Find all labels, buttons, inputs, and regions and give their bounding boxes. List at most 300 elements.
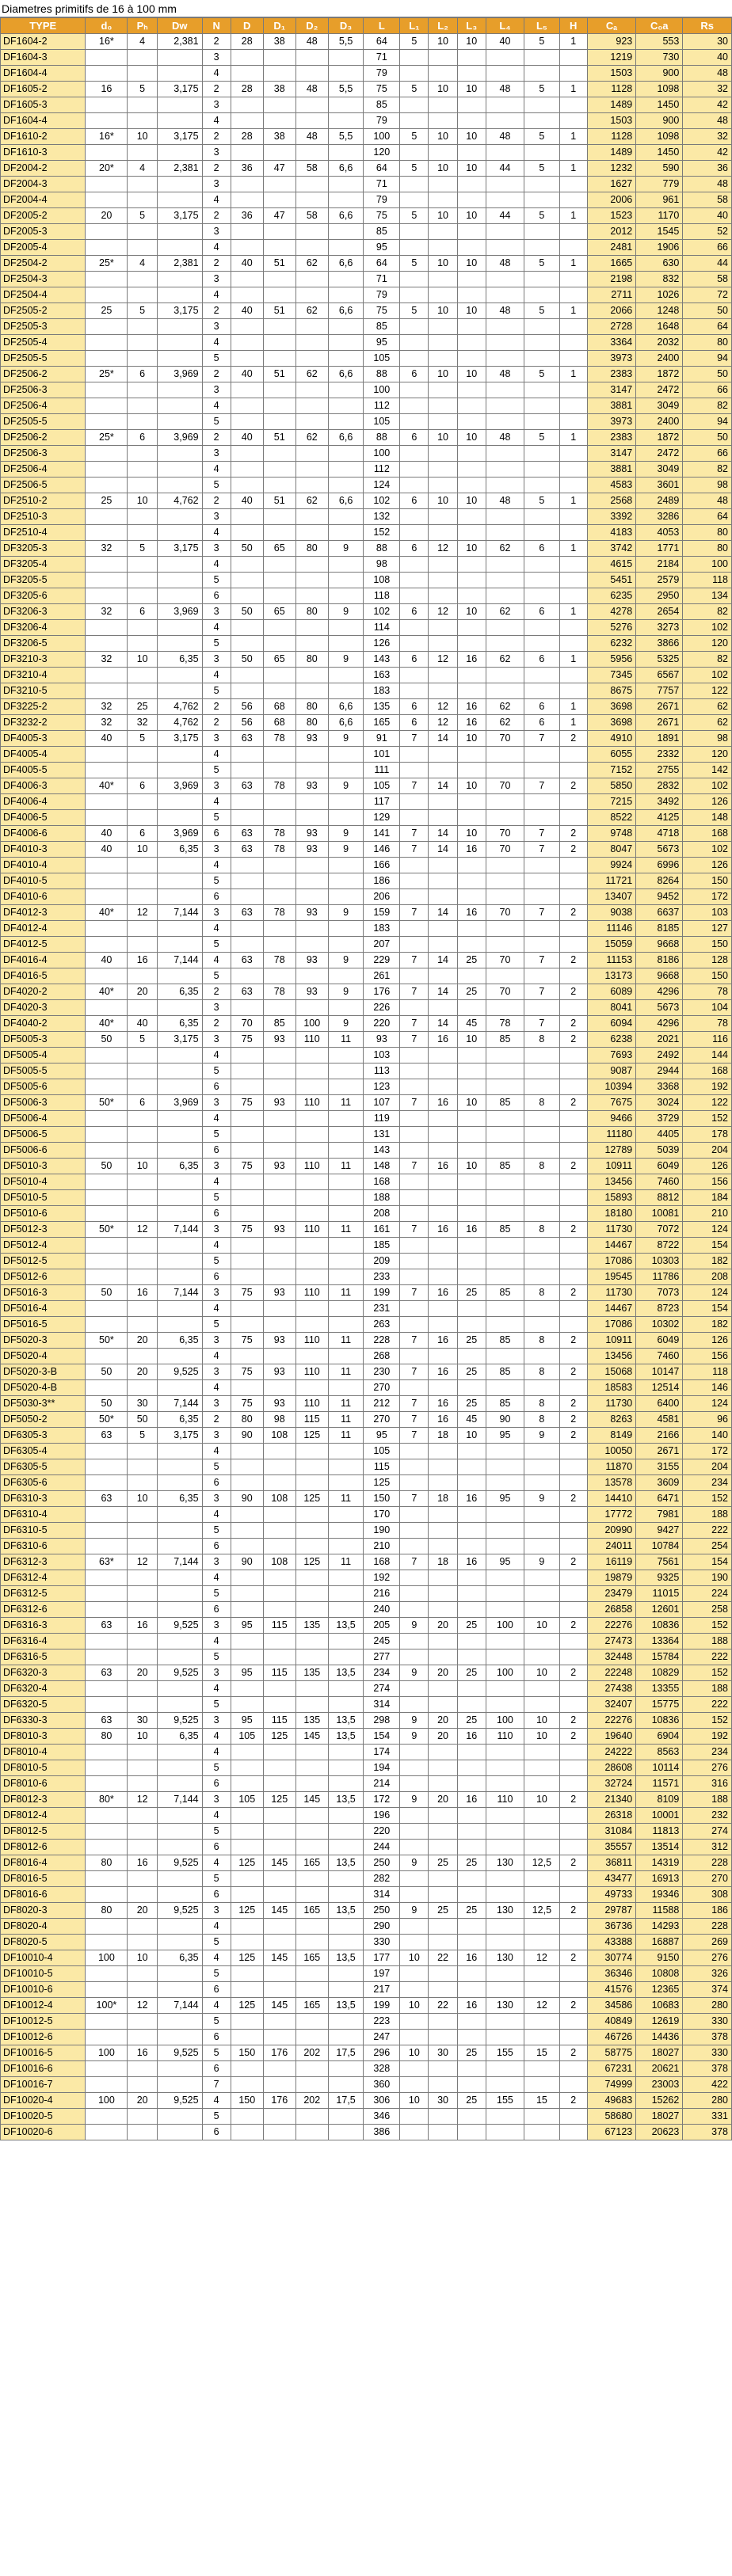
table-row xyxy=(1,129,732,145)
cell-c0a: 16913 xyxy=(636,1871,683,1887)
cell-dw: 9,525 xyxy=(157,1364,202,1380)
table-row xyxy=(1,224,732,240)
cell-ca: 32407 xyxy=(587,1697,636,1713)
cell-rs: 254 xyxy=(683,1539,732,1554)
cell-c0a: 1450 xyxy=(636,97,683,113)
cell-l4: 62 xyxy=(486,715,524,731)
cell-l4 xyxy=(486,1143,524,1159)
cell-l: 306 xyxy=(364,2093,400,2109)
cell-l2 xyxy=(429,1776,457,1792)
cell-d3 xyxy=(328,382,364,398)
cell-dw: 3,175 xyxy=(157,541,202,557)
cell-ca: 4910 xyxy=(587,731,636,747)
cell-dw: 6,35 xyxy=(157,1950,202,1966)
cell-d1 xyxy=(263,1238,295,1254)
cell-l4 xyxy=(486,1079,524,1095)
cell-n: 4 xyxy=(202,557,231,573)
cell-l2: 14 xyxy=(429,984,457,1000)
cell-d2 xyxy=(295,921,328,937)
cell-l2 xyxy=(429,2061,457,2077)
table-row xyxy=(1,493,732,509)
cell-l3: 10 xyxy=(457,1095,486,1111)
cell-h xyxy=(559,810,587,826)
cell-l4: 48 xyxy=(486,256,524,272)
cell-d0: 50 xyxy=(86,1364,128,1380)
table-row xyxy=(1,1824,732,1840)
cell-l3: 16 xyxy=(457,699,486,715)
cell-c0a: 7981 xyxy=(636,1507,683,1523)
cell-d xyxy=(231,573,263,588)
cell-d0: 16* xyxy=(86,129,128,145)
cell-l5 xyxy=(524,1760,560,1776)
cell-d: 56 xyxy=(231,699,263,715)
cell-l4 xyxy=(486,1174,524,1190)
cell-c0a: 10147 xyxy=(636,1364,683,1380)
cell-d1 xyxy=(263,335,295,351)
cell-dw: 6,35 xyxy=(157,1729,202,1745)
cell-l2: 22 xyxy=(429,1950,457,1966)
cell-l4 xyxy=(486,620,524,636)
cell-n: 6 xyxy=(202,1982,231,1998)
cell-d2 xyxy=(295,398,328,414)
cell-l2 xyxy=(429,287,457,303)
cell-l4 xyxy=(486,1966,524,1982)
cell-ca: 18180 xyxy=(587,1206,636,1222)
cell-rs: 154 xyxy=(683,1554,732,1570)
cell-l5 xyxy=(524,1459,560,1475)
cell-d xyxy=(231,1475,263,1491)
cell-l4 xyxy=(486,1254,524,1269)
cell-d3: 11 xyxy=(328,1412,364,1428)
cell-d3 xyxy=(328,1808,364,1824)
cell-l4 xyxy=(486,319,524,335)
cell-d0 xyxy=(86,1317,128,1333)
cell-n: 2 xyxy=(202,161,231,177)
cell-d3 xyxy=(328,1317,364,1333)
cell-l4: 48 xyxy=(486,303,524,319)
cell-type: DF5012-3 xyxy=(1,1222,86,1238)
cell-l2 xyxy=(429,1064,457,1079)
cell-d3: 6,6 xyxy=(328,303,364,319)
cell-dw: 3,969 xyxy=(157,430,202,446)
cell-dw xyxy=(157,1745,202,1760)
cell-type: DF4005-4 xyxy=(1,747,86,763)
cell-type: DF4006-6 xyxy=(1,826,86,842)
cell-ph xyxy=(128,683,157,699)
cell-d3 xyxy=(328,858,364,873)
cell-d2: 48 xyxy=(295,82,328,97)
cell-type: DF2506-4 xyxy=(1,462,86,478)
cell-d2: 165 xyxy=(295,1903,328,1919)
cell-l5 xyxy=(524,1317,560,1333)
cell-l1 xyxy=(400,1887,429,1903)
cell-n: 4 xyxy=(202,66,231,82)
cell-rs: 82 xyxy=(683,604,732,620)
cell-l3 xyxy=(457,1111,486,1127)
cell-ph xyxy=(128,2061,157,2077)
cell-d2 xyxy=(295,620,328,636)
cell-d3: 11 xyxy=(328,1333,364,1349)
cell-d1 xyxy=(263,1064,295,1079)
cell-n: 5 xyxy=(202,763,231,778)
cell-l: 196 xyxy=(364,1808,400,1824)
cell-d0: 80* xyxy=(86,1792,128,1808)
cell-type: DF4006-3 xyxy=(1,778,86,794)
cell-ca: 2066 xyxy=(587,303,636,319)
cell-d1: 115 xyxy=(263,1665,295,1681)
cell-l4 xyxy=(486,2030,524,2045)
cell-d xyxy=(231,794,263,810)
cell-l5: 6 xyxy=(524,715,560,731)
cell-l1 xyxy=(400,240,429,256)
cell-type: DF2510-4 xyxy=(1,525,86,541)
cell-d2 xyxy=(295,810,328,826)
cell-l5 xyxy=(524,2061,560,2077)
cell-d1 xyxy=(263,50,295,66)
cell-ca: 32724 xyxy=(587,1776,636,1792)
cell-type: DF6312-5 xyxy=(1,1586,86,1602)
cell-c0a: 2671 xyxy=(636,699,683,715)
cell-rs: 48 xyxy=(683,177,732,192)
header-row xyxy=(1,18,732,34)
cell-d1 xyxy=(263,1079,295,1095)
cell-l: 247 xyxy=(364,2030,400,2045)
cell-l3 xyxy=(457,1824,486,1840)
cell-d1: 93 xyxy=(263,1364,295,1380)
cell-l: 105 xyxy=(364,414,400,430)
cell-d0 xyxy=(86,509,128,525)
cell-d: 63 xyxy=(231,826,263,842)
cell-d3: 9 xyxy=(328,905,364,921)
cell-d3: 9 xyxy=(328,541,364,557)
cell-type: DF4005-3 xyxy=(1,731,86,747)
cell-l: 98 xyxy=(364,557,400,573)
cell-l3 xyxy=(457,1238,486,1254)
table-row xyxy=(1,1095,732,1111)
cell-h: 2 xyxy=(559,1618,587,1634)
table-row xyxy=(1,1016,732,1032)
cell-n: 3 xyxy=(202,1364,231,1380)
cell-ca: 24222 xyxy=(587,1745,636,1760)
cell-c0a: 6049 xyxy=(636,1159,683,1174)
cell-type: DF10012-5 xyxy=(1,2014,86,2030)
cell-d1 xyxy=(263,573,295,588)
cell-n: 5 xyxy=(202,1649,231,1665)
cell-dw xyxy=(157,145,202,161)
cell-l1 xyxy=(400,272,429,287)
cell-l4 xyxy=(486,335,524,351)
cell-l4 xyxy=(486,462,524,478)
cell-d2 xyxy=(295,873,328,889)
cell-ph: 20 xyxy=(128,984,157,1000)
cell-ca: 3881 xyxy=(587,462,636,478)
cell-d1: 145 xyxy=(263,1903,295,1919)
cell-rs: 58 xyxy=(683,192,732,208)
cell-ph xyxy=(128,1111,157,1127)
cell-d3 xyxy=(328,1824,364,1840)
cell-c0a: 10836 xyxy=(636,1713,683,1729)
cell-d1 xyxy=(263,968,295,984)
cell-h xyxy=(559,1206,587,1222)
cell-c0a: 3155 xyxy=(636,1459,683,1475)
header-l3: L₃ xyxy=(457,18,486,34)
cell-l1 xyxy=(400,937,429,953)
cell-ph: 30 xyxy=(128,1713,157,1729)
cell-l4 xyxy=(486,858,524,873)
cell-l5 xyxy=(524,1586,560,1602)
table-row xyxy=(1,34,732,50)
cell-d1 xyxy=(263,414,295,430)
cell-l2: 16 xyxy=(429,1222,457,1238)
cell-ph: 20 xyxy=(128,2093,157,2109)
table-row xyxy=(1,303,732,319)
cell-ca: 9924 xyxy=(587,858,636,873)
cell-c0a: 3024 xyxy=(636,1095,683,1111)
cell-l5 xyxy=(524,1475,560,1491)
cell-d3 xyxy=(328,1301,364,1317)
cell-l3 xyxy=(457,287,486,303)
cell-d: 150 xyxy=(231,2093,263,2109)
cell-ph xyxy=(128,921,157,937)
cell-c0a: 8186 xyxy=(636,953,683,968)
cell-l: 217 xyxy=(364,1982,400,1998)
cell-rs: 172 xyxy=(683,889,732,905)
cell-type: DF2505-4 xyxy=(1,335,86,351)
cell-type: DF3205-4 xyxy=(1,557,86,573)
cell-l5 xyxy=(524,573,560,588)
cell-type: DF8010-6 xyxy=(1,1776,86,1792)
cell-ph xyxy=(128,1380,157,1396)
cell-ca: 1503 xyxy=(587,113,636,129)
cell-l4: 62 xyxy=(486,652,524,668)
cell-type: DF2510-3 xyxy=(1,509,86,525)
cell-c0a: 2671 xyxy=(636,715,683,731)
cell-l5: 8 xyxy=(524,1095,560,1111)
cell-l3 xyxy=(457,1982,486,1998)
cell-rs: 126 xyxy=(683,1159,732,1174)
cell-h xyxy=(559,1586,587,1602)
cell-rs: 188 xyxy=(683,1634,732,1649)
cell-l2 xyxy=(429,1570,457,1586)
cell-h xyxy=(559,1919,587,1935)
cell-l5: 6 xyxy=(524,699,560,715)
cell-l4 xyxy=(486,509,524,525)
cell-ph xyxy=(128,1127,157,1143)
cell-d0 xyxy=(86,50,128,66)
cell-rs: 150 xyxy=(683,873,732,889)
cell-l1 xyxy=(400,50,429,66)
cell-c0a: 11015 xyxy=(636,1586,683,1602)
table-row xyxy=(1,1364,732,1380)
cell-dw: 2,381 xyxy=(157,34,202,50)
cell-n: 4 xyxy=(202,1919,231,1935)
cell-l: 113 xyxy=(364,1064,400,1079)
cell-d xyxy=(231,921,263,937)
cell-dw: 3,175 xyxy=(157,303,202,319)
cell-c0a: 2950 xyxy=(636,588,683,604)
cell-type: DF2506-2 xyxy=(1,430,86,446)
cell-d0: 100 xyxy=(86,2045,128,2061)
cell-d1 xyxy=(263,1444,295,1459)
cell-d1 xyxy=(263,113,295,129)
cell-d xyxy=(231,1174,263,1190)
cell-l: 194 xyxy=(364,1760,400,1776)
cell-d xyxy=(231,382,263,398)
cell-dw: 6,35 xyxy=(157,1491,202,1507)
cell-l3: 45 xyxy=(457,1412,486,1428)
cell-d: 125 xyxy=(231,1855,263,1871)
cell-l1 xyxy=(400,1539,429,1554)
cell-rs: 64 xyxy=(683,319,732,335)
cell-l: 161 xyxy=(364,1222,400,1238)
cell-l: 229 xyxy=(364,953,400,968)
cell-ca: 6055 xyxy=(587,747,636,763)
cell-h xyxy=(559,1539,587,1554)
cell-n: 5 xyxy=(202,2109,231,2125)
cell-d: 63 xyxy=(231,953,263,968)
cell-l1: 5 xyxy=(400,303,429,319)
cell-l2 xyxy=(429,509,457,525)
cell-d1 xyxy=(263,1887,295,1903)
cell-d0 xyxy=(86,145,128,161)
cell-n: 6 xyxy=(202,1269,231,1285)
cell-rs: 204 xyxy=(683,1459,732,1475)
cell-dw xyxy=(157,113,202,129)
cell-d3 xyxy=(328,573,364,588)
cell-ca: 6232 xyxy=(587,636,636,652)
cell-l3 xyxy=(457,1254,486,1269)
cell-type: DF3232-2 xyxy=(1,715,86,731)
cell-n: 3 xyxy=(202,652,231,668)
cell-d0 xyxy=(86,1380,128,1396)
cell-d2 xyxy=(295,968,328,984)
cell-h xyxy=(559,446,587,462)
cell-l1: 7 xyxy=(400,905,429,921)
cell-l1 xyxy=(400,2014,429,2030)
cell-d2 xyxy=(295,1459,328,1475)
cell-l2 xyxy=(429,1301,457,1317)
cell-l5 xyxy=(524,1966,560,1982)
cell-d: 125 xyxy=(231,1903,263,1919)
cell-type: DF5006-3 xyxy=(1,1095,86,1111)
cell-l: 188 xyxy=(364,1190,400,1206)
cell-ph xyxy=(128,97,157,113)
table-row xyxy=(1,937,732,953)
cell-l4 xyxy=(486,2014,524,2030)
cell-n: 5 xyxy=(202,937,231,953)
cell-l3 xyxy=(457,446,486,462)
cell-n: 5 xyxy=(202,683,231,699)
cell-ph xyxy=(128,1507,157,1523)
cell-l1 xyxy=(400,1935,429,1950)
cell-l3 xyxy=(457,1301,486,1317)
cell-d2 xyxy=(295,1745,328,1760)
cell-d3 xyxy=(328,2061,364,2077)
cell-c0a: 8264 xyxy=(636,873,683,889)
cell-l5: 10 xyxy=(524,1713,560,1729)
cell-ca: 9038 xyxy=(587,905,636,921)
cell-l: 132 xyxy=(364,509,400,525)
cell-d: 63 xyxy=(231,842,263,858)
cell-d: 63 xyxy=(231,984,263,1000)
cell-dw: 7,144 xyxy=(157,1396,202,1412)
cell-d: 75 xyxy=(231,1333,263,1349)
cell-l1 xyxy=(400,921,429,937)
cell-l2 xyxy=(429,573,457,588)
cell-d1 xyxy=(263,478,295,493)
cell-l3 xyxy=(457,1697,486,1713)
cell-d0: 80 xyxy=(86,1855,128,1871)
table-row xyxy=(1,240,732,256)
cell-dw xyxy=(157,2109,202,2125)
cell-d3: 13,5 xyxy=(328,1855,364,1871)
cell-c0a: 2184 xyxy=(636,557,683,573)
cell-c0a: 14436 xyxy=(636,2030,683,2045)
cell-d3: 11 xyxy=(328,1396,364,1412)
cell-type: DF6310-5 xyxy=(1,1523,86,1539)
cell-l: 105 xyxy=(364,1444,400,1459)
cell-l: 75 xyxy=(364,82,400,97)
cell-ca: 36811 xyxy=(587,1855,636,1871)
cell-l3 xyxy=(457,1681,486,1697)
cell-l: 79 xyxy=(364,287,400,303)
cell-h xyxy=(559,1570,587,1586)
cell-d0 xyxy=(86,1048,128,1064)
cell-d1 xyxy=(263,557,295,573)
cell-ph xyxy=(128,889,157,905)
cell-ca: 1665 xyxy=(587,256,636,272)
cell-rs: 124 xyxy=(683,1222,732,1238)
cell-ph xyxy=(128,398,157,414)
cell-dw: 7,144 xyxy=(157,1792,202,1808)
cell-l3: 25 xyxy=(457,984,486,1000)
cell-l: 360 xyxy=(364,2077,400,2093)
cell-d3: 5,5 xyxy=(328,82,364,97)
cell-n: 4 xyxy=(202,1238,231,1254)
cell-l4: 48 xyxy=(486,430,524,446)
cell-type: DF2505-5 xyxy=(1,414,86,430)
cell-d1: 93 xyxy=(263,1222,295,1238)
cell-ph xyxy=(128,240,157,256)
cell-d2: 93 xyxy=(295,984,328,1000)
cell-l1 xyxy=(400,478,429,493)
header-l4: L₄ xyxy=(486,18,524,34)
cell-c0a: 9668 xyxy=(636,968,683,984)
cell-l4: 90 xyxy=(486,1412,524,1428)
cell-l2 xyxy=(429,382,457,398)
cell-dw xyxy=(157,1380,202,1396)
cell-d xyxy=(231,588,263,604)
cell-l1 xyxy=(400,145,429,161)
cell-rs: 316 xyxy=(683,1776,732,1792)
cell-l4: 130 xyxy=(486,1855,524,1871)
cell-d xyxy=(231,747,263,763)
cell-d0 xyxy=(86,1206,128,1222)
cell-ca: 14467 xyxy=(587,1301,636,1317)
cell-dw xyxy=(157,1254,202,1269)
cell-d xyxy=(231,1349,263,1364)
cell-c0a: 11813 xyxy=(636,1824,683,1840)
cell-l5 xyxy=(524,97,560,113)
cell-d1 xyxy=(263,1459,295,1475)
cell-ca: 11180 xyxy=(587,1127,636,1143)
cell-n: 2 xyxy=(202,208,231,224)
cell-l1 xyxy=(400,351,429,367)
cell-rs: 152 xyxy=(683,1665,732,1681)
cell-l2: 18 xyxy=(429,1491,457,1507)
cell-d2 xyxy=(295,2014,328,2030)
cell-d xyxy=(231,1079,263,1095)
